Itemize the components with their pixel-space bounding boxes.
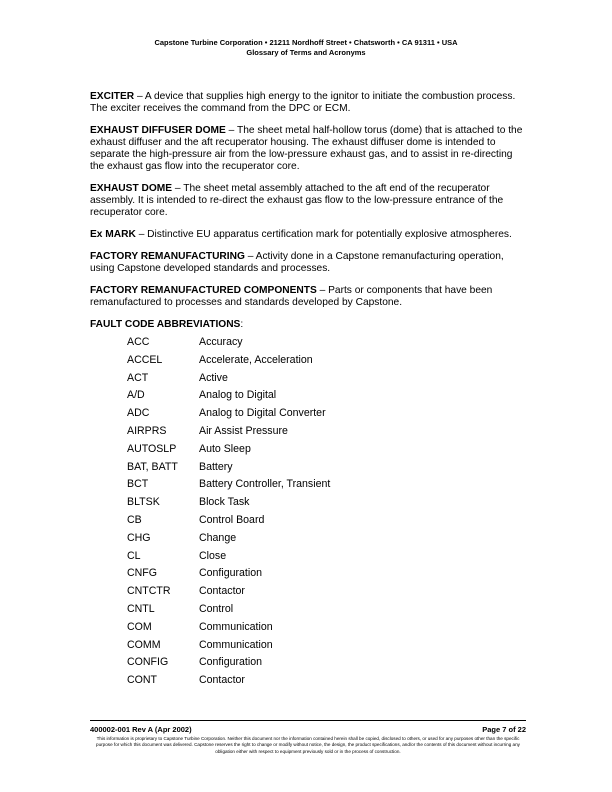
fault-code-row (90, 352, 526, 370)
fault-code: COMM (127, 638, 161, 651)
fault-code-row (90, 637, 526, 655)
fault-code-meaning: Control Board (199, 513, 265, 526)
entry-term: Ex MARK (90, 229, 136, 240)
fault-code-meaning: Close (199, 549, 227, 562)
glossary-content (90, 91, 526, 690)
header-company-line: Capstone Turbine Corporation • 21211 Nordhoff Street • Chatsworth • CA 91311 • USA (154, 38, 458, 47)
entry-definition: – Distinctive EU apparatus certification mark for potentially explosive atmospheres. (135, 229, 512, 240)
fault-code-row (90, 441, 526, 459)
entry-term: FACTORY REMANUFACTURING (90, 251, 245, 262)
fault-code: ACT (127, 371, 149, 384)
fault-code: ACC (127, 336, 150, 348)
fault-code-row (90, 654, 526, 672)
fault-code-heading (90, 319, 526, 331)
entry-term: EXHAUST DOME (90, 183, 173, 194)
entry-definition: – The sheet metal half-hollow torus (dome) that is attached to the exhaust diffuser and the aft recuperator housing. The exhaust diffuser dome is intended to separate the high-pressure air from the low-pressure exhaust gas, and to assist in re-directing the exhaust gas flow into the recuperator core. (90, 125, 523, 172)
fault-code-row (90, 512, 526, 530)
fault-code: CNFG (127, 567, 158, 580)
fault-code-row (90, 619, 526, 637)
fault-code: CL (127, 549, 141, 562)
entry-term: EXCITER (90, 91, 135, 102)
glossary-entry (90, 91, 526, 115)
fault-code-meaning: Communication (199, 620, 273, 633)
fault-code-meaning: Change (199, 531, 237, 544)
fault-code-row (90, 476, 526, 494)
fault-code-meaning: Auto Sleep (199, 442, 251, 455)
glossary-entry (90, 229, 526, 241)
footer-page-number: Page 7 of 22 (482, 725, 526, 734)
fault-code-meaning: Accelerate, Acceleration (199, 353, 313, 366)
fault-code-row (90, 405, 526, 423)
entry-definition: – Activity done in a Capstone remanufacturing operation, using Capstone developed standards and processes. (90, 251, 504, 274)
fault-code: CONFIG (127, 656, 169, 669)
fault-code-list (90, 334, 526, 690)
fault-code-meaning: Accuracy (199, 336, 243, 348)
fault-code-meaning: Active (199, 371, 228, 384)
entry-term: FACTORY REMANUFACTURED COMPONENTS (90, 285, 317, 296)
footer-divider (90, 720, 526, 721)
fault-code: CNTL (127, 602, 155, 615)
fault-code-row (90, 583, 526, 601)
fault-code: AUTOSLP (127, 442, 177, 455)
fault-code-row (90, 601, 526, 619)
fault-code: BAT, BATT (127, 460, 178, 473)
entry-definition: – Parts or components that have been remanufactured to processes and standards developed by Capstone. (90, 285, 493, 308)
page-footer (90, 725, 526, 735)
fault-code-meaning: Battery Controller, Transient (199, 478, 331, 491)
glossary-entry (90, 125, 526, 173)
fault-code-heading-suffix: : (240, 319, 244, 330)
fault-code-meaning: Block Task (199, 496, 250, 509)
fault-code-row (90, 387, 526, 405)
fault-code-row (90, 672, 526, 690)
entry-definition: – A device that supplies high energy to the ignitor to initiate the combustion process. The exciter receives the command from the DPC or ECM. (90, 91, 516, 114)
fault-code-row (90, 423, 526, 441)
footer-proprietary-notice: This information is proprietary to Capstone Turbine Corporation. Neither this document nor the information contained herein shall be copied, disclosed to others, or used for any purposes other than the specific purpose for which this document was delivered. Capstone reserves the right to change or modify without notice, the design, the product specifications, and/or the contents of this document without incurring any obligation either with respect to equipment previously sold or in the process of construction. (96, 736, 520, 754)
fault-code: COM (127, 620, 152, 633)
fault-code-meaning: Control (199, 602, 234, 615)
footer-doc-number: 400002-001 Rev A (Apr 2002) (90, 725, 192, 734)
fault-code: CNTCTR (127, 585, 171, 598)
header-document-title: Glossary of Terms and Acronyms (246, 48, 366, 57)
fault-code: ACCEL (127, 353, 163, 366)
glossary-entry (90, 183, 526, 219)
fault-code-meaning: Configuration (199, 567, 263, 580)
glossary-entry (90, 285, 526, 309)
fault-code-row (90, 548, 526, 566)
fault-code-meaning: Contactor (199, 585, 245, 598)
fault-code: ADC (127, 407, 150, 420)
fault-code-row (90, 459, 526, 477)
fault-code-meaning: Air Assist Pressure (199, 424, 288, 437)
fault-code-meaning: Configuration (199, 656, 263, 669)
fault-code-row (90, 565, 526, 583)
fault-code-row (90, 494, 526, 512)
entry-term: EXHAUST DIFFUSER DOME (90, 125, 226, 136)
fault-code: CHG (127, 531, 151, 544)
fault-code: AIRPRS (127, 424, 167, 437)
fault-code-row (90, 530, 526, 548)
entry-definition: – The sheet metal assembly attached to the aft end of the recuperator assembly. It is intended to re-direct the exhaust gas flow to the low-pressure entrance of the recuperator core. (90, 183, 504, 218)
fault-code: BLTSK (127, 496, 160, 509)
fault-code-row (90, 334, 526, 352)
fault-code: BCT (127, 478, 149, 491)
fault-code-heading-text: FAULT CODE ABBREVIATIONS (90, 319, 241, 330)
fault-code: A/D (127, 389, 145, 402)
fault-code-row (90, 370, 526, 388)
fault-code-meaning: Analog to Digital Converter (199, 407, 326, 420)
fault-code-meaning: Communication (199, 638, 273, 651)
fault-code: CONT (127, 674, 158, 687)
glossary-entry (90, 251, 526, 275)
fault-code-meaning: Contactor (199, 674, 245, 687)
page-header (0, 38, 612, 58)
fault-code: CB (127, 513, 142, 526)
fault-code-meaning: Analog to Digital (199, 389, 277, 402)
fault-code-meaning: Battery (199, 460, 233, 473)
